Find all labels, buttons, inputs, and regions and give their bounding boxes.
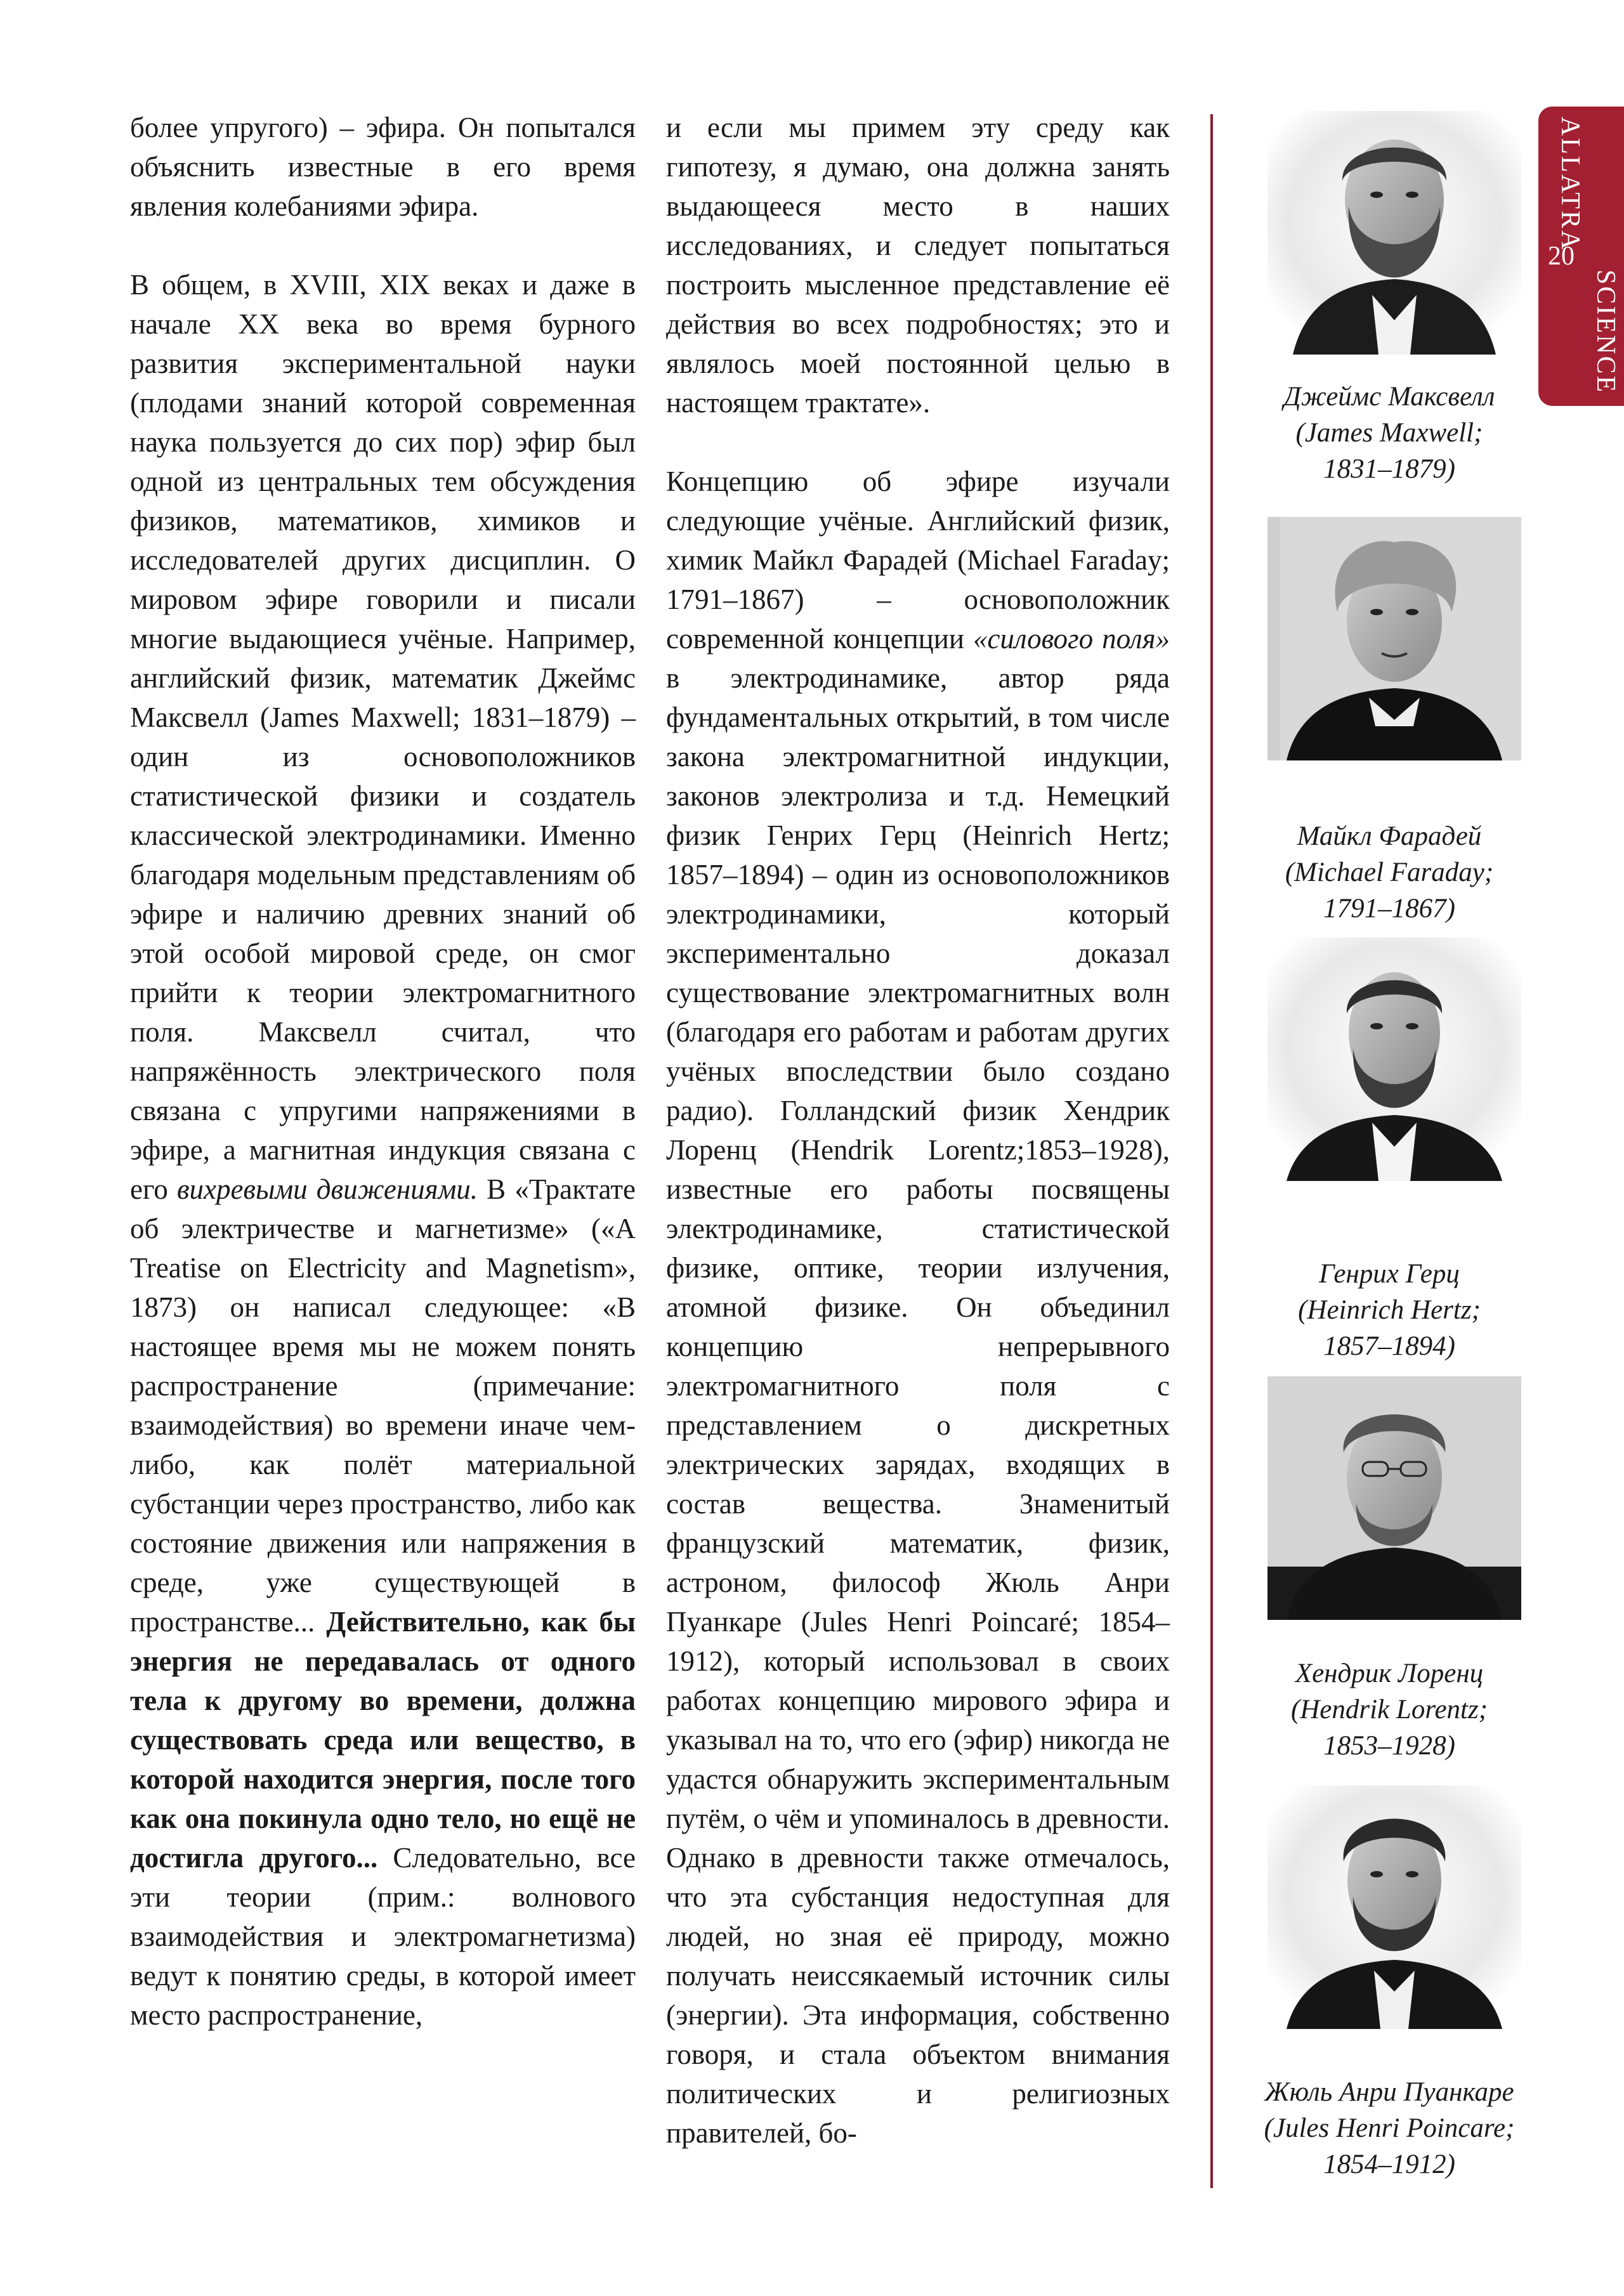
column-divider <box>1210 114 1213 2188</box>
tab-label-allatra: ALLATRA <box>1555 117 1585 252</box>
paragraph <box>666 462 1170 2153</box>
text-column-right <box>666 108 1170 2153</box>
page-number: 20 <box>1548 242 1575 271</box>
text-run: Концепцию об эфире изучали следующие учёные. Английский физик, химик Майкл Фарадей (Michael Faraday; 1791–1867) – основоположник современной концепции <box>666 466 1170 655</box>
portrait-caption: Хендрик Лоренц (Hendrik Lorentz; 1853–1928) <box>1290 1659 1488 1761</box>
text-column-left <box>130 108 636 2035</box>
tab-label-science: SCIENCE <box>1591 269 1620 394</box>
portrait-faraday <box>1267 517 1521 760</box>
text-run: В «Трактате об электричестве и магнетизме» («A Treatise on Electricity and Magnetism», 1873) он написал следующее: «В настоящее время мы не можем понять распространение (примечание: взаимодействия) во времени иначе чем-либо, как полёт материальной субстанции через пространство, либо как состояние движения или напряжения в среде, уже существующей в пространстве... <box>130 1173 636 1638</box>
portrait-lorentz <box>1267 1376 1521 1620</box>
paragraph: и если мы примем эту среду как гипотезу, я думаю, она должна занять выдающееся место в наших исследованиях, и следует попытаться построить мысленное представление её действия во всех подробностях; это и являлось моей постоянной целью в настоящем трактате». <box>666 112 1170 419</box>
portrait-maxwell <box>1267 111 1521 355</box>
text-run: В общем, в XVIII, XIX веках и даже в начале XX века во время бурного развития экспериментальной науки (плодами знаний которой современная наука пользуется до сих пор) эфир был одной из центральных тем обсуждения физиков, математиков, химиков и исследователей других дисциплин. О мировом эфире говорили и писали многие выдающиеся учёные. Например, английский физик, математик Джеймс Максвелл (James Maxwell; 1831–1879) – один из основоположников статистической физики и создатель классической электродинамики. Именно благодаря модельным представлениям об эфире и наличию древних знаний об этой особой мировой среде, он смог прийти к теории электромагнитного поля. Максвелл считал, что напряжённость электрического поля связана с упругими напряжениями в эфире, а магнитная индукция связана с его <box>130 269 636 1205</box>
section-tab <box>1538 107 1624 406</box>
portrait-hertz <box>1267 937 1521 1181</box>
portrait-caption: Майкл Фарадей (Michael Faraday; 1791–1867) <box>1285 821 1494 923</box>
text-run: в электродинамике, автор ряда фундаментальных открытий, в том числе закона электромагнитной индукции, законов электролиза и т.д. Немецкий физик Генрих Герц (Heinrich Hertz; 1857–1894) – один из основоположников электродинамики, который экспериментально доказал существование электромагнитных волн (благодаря его работам и работам других учёных впоследствии было создано радио). Голландский физик Хендрик Лоренц (Hendrik Lorentz;1853–1928), известные его работы посвящены электродинамике, статистической физике, оптике, теории излучения, атомной физике. Он объединил концепцию непрерывного электромагнитного поля с представлением о дискретных электрических зарядах, входящих в состав вещества. Знаменитый французский математик, физик, астроном, философ Жюль Анри Пуанкаре (Jules Henri Poincaré; 1854–1912), который использовал в своих работах концепцию мирового эфира и указывал на то, что его (эфир) никогда не удастся обнаружить экспериментальным путём, о чём и упоминалось в древности. Однако в древности также отмечалось, что эта субстанция недоступная для людей, но зная её природу, можно получать неиссякаемый источник силы (энергии). Эта информация, собственно говоря, и стала объектом внимания политических и религиозных правителей, бо- <box>666 662 1170 2149</box>
paragraph <box>130 265 636 2035</box>
italic-text: вихревыми движениями. <box>176 1173 478 1205</box>
portrait-caption: Жюль Анри Пуанкаре (Jules Henri Poincare; 1854–1912) <box>1264 2077 1515 2179</box>
italic-text: «силового поля» <box>972 623 1170 655</box>
portrait-caption: Джеймс Максвелл (James Maxwell; 1831–1879) <box>1283 382 1495 484</box>
text-run: Следовательно, все эти теории (прим.: волнового взаимодействия и электромагнетизма) ведут к понятию среды, в которой имеет место распространение, <box>130 1842 636 2031</box>
portrait-poincare <box>1267 1785 1521 2029</box>
portrait-caption: Генрих Герц (Heinrich Hertz; 1857–1894) <box>1298 1259 1481 1361</box>
paragraph: более упругого) – эфира. Он попытался объяснить известные в его время явления колебаниями эфира. <box>130 112 636 222</box>
bold-quote: Действительно, как бы энергия не передавалась от одного тела к другому во времени, должна существовать среда или вещество, в которой находится энергия, после того как она покинула одно тело, но ещё не достигла другого... <box>130 1606 636 1874</box>
